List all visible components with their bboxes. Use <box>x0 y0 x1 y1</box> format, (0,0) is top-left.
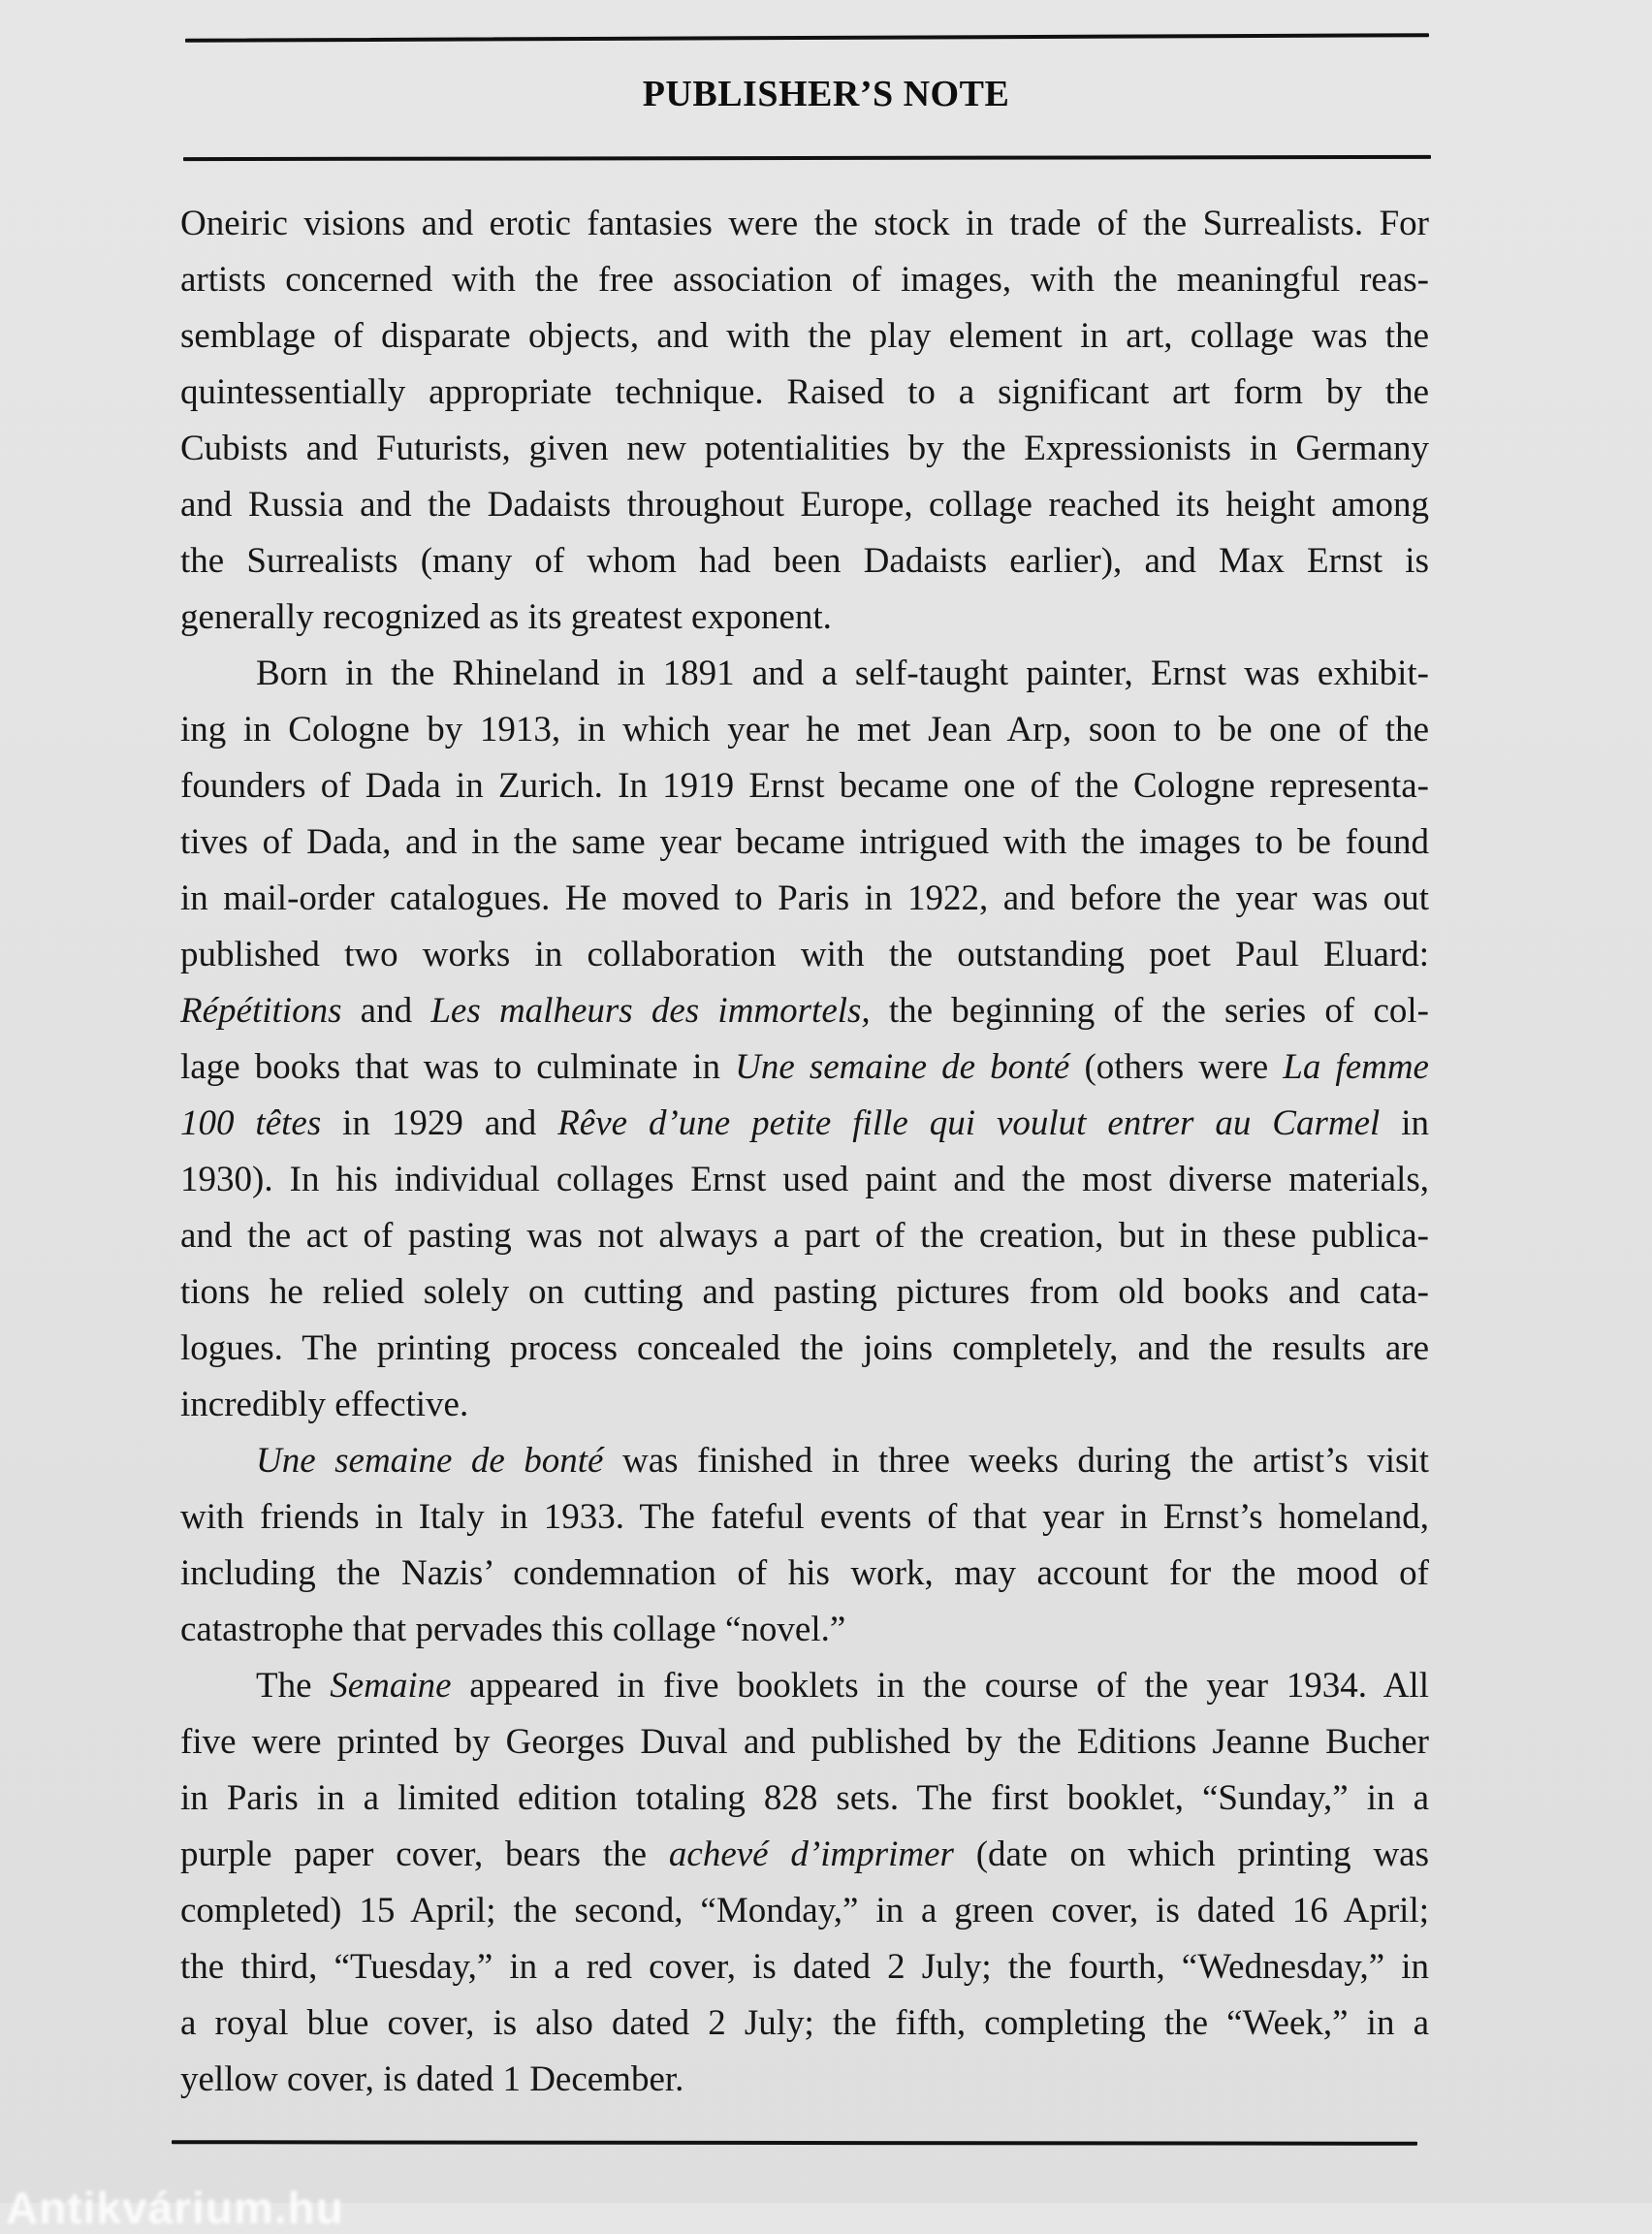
text-run: catastrophe that pervades this collage “novel.” <box>180 1610 846 1649</box>
text-line <box>180 1039 1429 1096</box>
text-run: the third, “Tuesday,” in a red cover, is dated 2 July; the fourth, “Wednesday,” in <box>180 1947 1429 1987</box>
italic-title: Une semaine de bonté <box>256 1441 604 1481</box>
text-line <box>180 1096 1429 1152</box>
text-line <box>180 252 1429 308</box>
text-line <box>180 590 1429 646</box>
text-line <box>180 308 1429 365</box>
text-line <box>180 1827 1429 1883</box>
text-run: including the Nazis’ condemnation of his work, may account for the mood of <box>180 1553 1429 1593</box>
text-run: lage books that was to culminate in <box>180 1047 736 1087</box>
italic-title: La femme <box>1283 1047 1429 1087</box>
text-run: the beginning of the series of col- <box>870 991 1429 1031</box>
italic-title: Une semaine de bonté <box>735 1047 1070 1087</box>
paragraph <box>180 196 1429 646</box>
text-line <box>180 533 1429 590</box>
text-line <box>180 1995 1429 2052</box>
text-run: logues. The printing process concealed the joins completely, and the results are <box>180 1328 1429 1368</box>
text-line <box>180 1602 1429 1658</box>
watermark: Antikvárium.hu <box>6 2183 344 2233</box>
text-line <box>180 871 1429 927</box>
paragraph <box>180 646 1429 1433</box>
text-run: semblage of disparate objects, and with the play element in art, collage was the <box>180 316 1429 356</box>
text-line <box>180 646 1429 702</box>
text-run: in <box>1380 1103 1430 1143</box>
text-run: founders of Dada in Zurich. In 1919 Ernst became one of the Cologne representa- <box>180 766 1429 806</box>
body-text <box>180 196 1429 2108</box>
text-run: published two works in collaboration with the outstanding poet Paul Eluard: <box>180 935 1429 974</box>
page-title: PUBLISHER’S NOTE <box>642 74 1010 114</box>
text-line <box>180 983 1429 1039</box>
text-run: (others were <box>1069 1047 1284 1087</box>
text-line <box>180 1883 1429 1939</box>
text-run: and the act of pasting was not always a part of the creation, but in these publica- <box>180 1216 1429 1256</box>
text-line <box>180 2052 1429 2108</box>
text-line <box>180 196 1429 252</box>
text-line <box>180 1771 1429 1827</box>
text-line <box>180 1939 1429 1995</box>
text-run: tives of Dada, and in the same year became intrigued with the images to be found <box>180 822 1429 862</box>
heading-rule <box>183 155 1431 161</box>
text-line <box>180 477 1429 533</box>
text-run: (date on which printing was <box>953 1835 1429 1874</box>
paragraph <box>180 1433 1429 1658</box>
text-line <box>180 421 1429 477</box>
text-run: incredibly effective. <box>180 1385 469 1424</box>
text-line <box>180 1489 1429 1546</box>
paragraph <box>180 1658 1429 2108</box>
text-line <box>180 1264 1429 1321</box>
text-line <box>180 702 1429 758</box>
text-line <box>180 1208 1429 1264</box>
italic-title: Rêve d’une petite fille qui voulut entrer au Carmel <box>557 1103 1381 1143</box>
italic-title: Semaine <box>330 1666 452 1706</box>
text-line <box>180 1377 1429 1433</box>
text-run: Oneiric visions and erotic fantasies were the stock in trade of the Surrealists. For <box>180 204 1429 243</box>
text-run: Cubists and Futurists, given new potentialities by the Expressionists in Germany <box>180 429 1429 468</box>
text-run: a royal blue cover, is also dated 2 July; the fifth, completing the “Week,” in a <box>180 2003 1429 2043</box>
text-run: in mail-order catalogues. He moved to Paris in 1922, and before the year was out <box>180 878 1429 918</box>
text-run: in 1929 and <box>321 1103 558 1143</box>
text-run: and Russia and the Dadaists throughout Europe, collage reached its height among <box>180 485 1429 525</box>
text-line <box>180 365 1429 421</box>
text-run: in Paris in a limited edition totaling 828 sets. The first booklet, “Sunday,” in a <box>180 1778 1429 1818</box>
bottom-rule <box>172 2140 1417 2146</box>
text-run: was finished in three weeks during the artist’s visit <box>603 1441 1430 1481</box>
text-run: quintessentially appropriate technique. Raised to a significant art form by the <box>180 372 1429 412</box>
text-run: five were printed by Georges Duval and published by the Editions Jeanne Bucher <box>180 1722 1429 1762</box>
text-line <box>180 814 1429 871</box>
text-line <box>180 1433 1429 1489</box>
text-run: and <box>341 991 431 1031</box>
text-run: yellow cover, is dated 1 December. <box>180 2059 684 2099</box>
text-line <box>180 1152 1429 1208</box>
italic-title: Répétitions <box>180 991 342 1031</box>
text-line <box>180 1714 1429 1771</box>
italic-title: Les malheurs des immortels, <box>430 991 871 1031</box>
text-run: appeared in five booklets in the course of the year 1934. All <box>451 1666 1429 1706</box>
text-line <box>180 1658 1429 1714</box>
text-run: with friends in Italy in 1933. The fateful events of that year in Ernst’s homeland, <box>180 1497 1429 1537</box>
text-run: the Surrealists (many of whom had been Dadaists earlier), and Max Ernst is <box>180 541 1429 581</box>
text-run: 1930). In his individual collages Ernst used paint and the most diverse materials, <box>180 1160 1429 1199</box>
text-run: Born in the Rhineland in 1891 and a self-taught painter, Ernst was exhibit- <box>256 654 1429 693</box>
italic-title: achevé d’imprimer <box>668 1835 954 1874</box>
text-line <box>180 927 1429 983</box>
text-run: artists concerned with the free association of images, with the meaningful reas- <box>180 260 1429 300</box>
text-run: generally recognized as its greatest exponent. <box>180 597 832 637</box>
text-run: ing in Cologne by 1913, in which year he met Jean Arp, soon to be one of the <box>180 710 1429 750</box>
top-rule <box>185 33 1429 43</box>
italic-title: 100 têtes <box>180 1103 322 1143</box>
text-line <box>180 758 1429 814</box>
text-run: tions he relied solely on cutting and pasting pictures from old books and cata- <box>180 1272 1429 1312</box>
text-line <box>180 1546 1429 1602</box>
text-line <box>180 1321 1429 1377</box>
text-run: completed) 15 April; the second, “Monday,” in a green cover, is dated 16 April; <box>180 1891 1429 1931</box>
text-run: purple paper cover, bears the <box>180 1835 669 1874</box>
text-run: The <box>256 1666 331 1706</box>
